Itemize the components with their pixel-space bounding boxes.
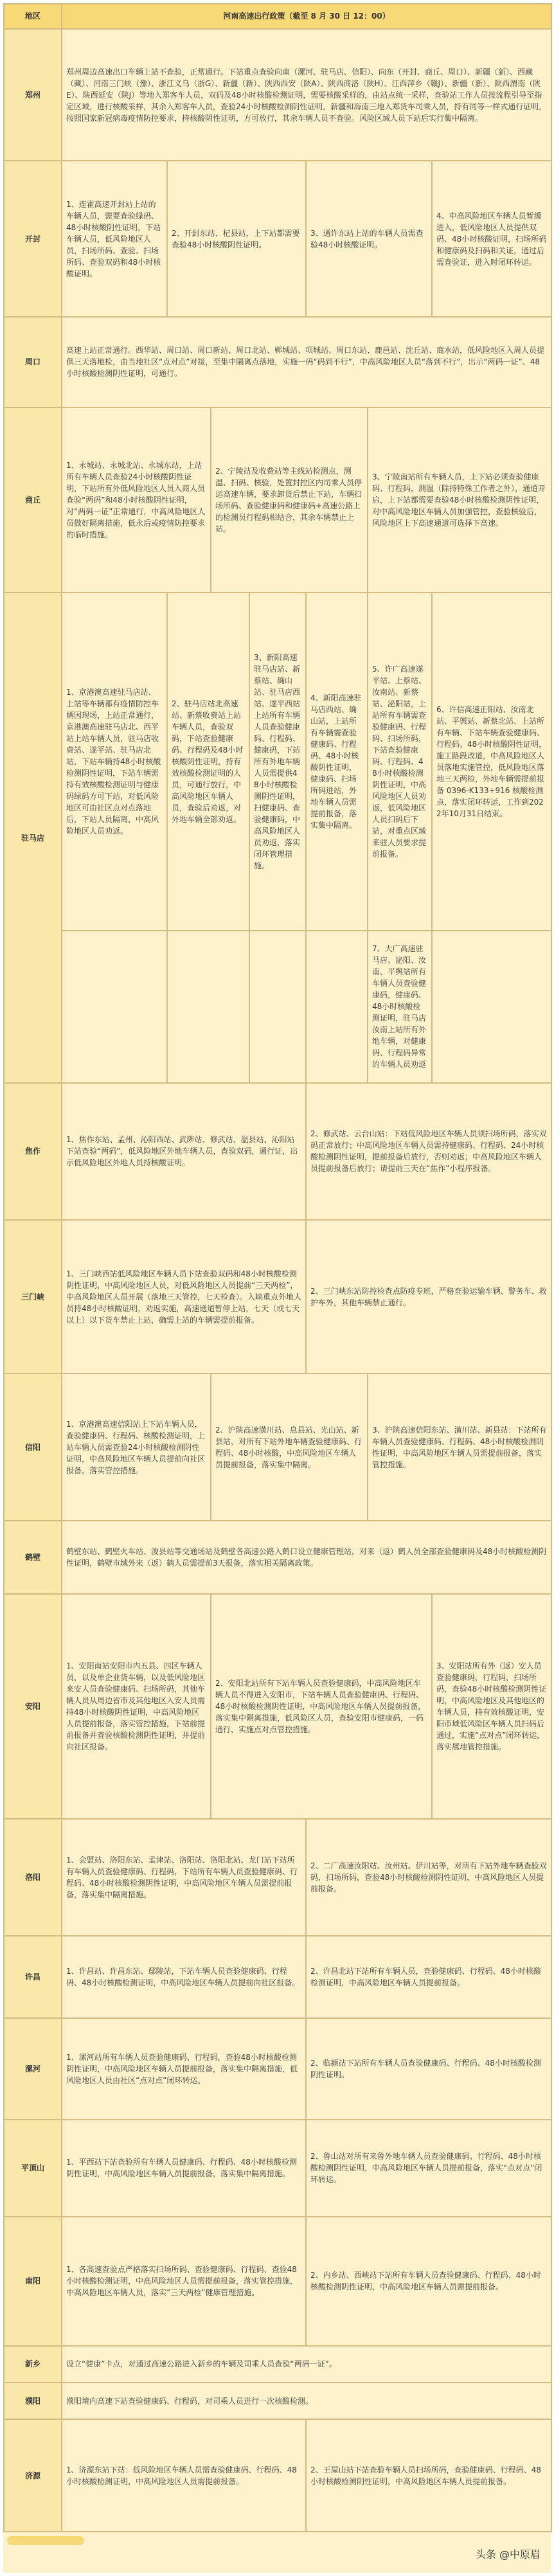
policy-kaifeng-3: 3、通许东站上站的车辆人员需查验48小时核酸证明。: [306, 161, 432, 316]
policy-anyang-2: 2、安阳北站所有下站车辆人员查验健康码，中高风险地区车辆人员不得进入安阳市，下站车辆人员查验健康码、行程码、48小时核酸检测阴性证明，中高风险地区车辆人员提前报备，落实集中隔离措施，低风险区人员，查验安阳市健康码，一码通行，实施点对点管控措施。: [211, 1594, 432, 1819]
region-luohe: 漯河: [4, 2018, 62, 2120]
policy-zhumadian-3: 3、新阳高速驻马店站、新蔡站、确山站、驻马店西站、遂平西站上站所有车辆人员查验健康码、行程码、健康码，下站所有外地车辆人员需提供48小时核酸检测阴性证明，扫健康码、查验健康码，中高风险地区人员劝返，落实闭环管理措施。: [249, 593, 306, 930]
policy-luohe-1: 1、漯河站所有车辆人员查验健康码、行程码，查验48小时核酸检测阴性证明，中高风险地区车辆人员提前报备，落实集中隔离措施，低风险地区人员由社区“点对点”闭环转运。: [62, 2018, 306, 2120]
policy-pingdingshan-2: 2、鲁山站对所有来鲁外地车辆人员查验健康码、行程码、48小时核酸检测阴性证明，中高风险地区车辆人员提前报备，落实“点对点”闭环转运。: [306, 2120, 551, 2217]
policy-zhumadian-2: 2、驻马店站北高速站、新蔡收费站上站车辆人员，查验双码，下站查验健康码、行程码及48小时核酸阴性证明，持有效核酸检测证明的人员，可通行放行，中高风险地区车辆人员，查验后劝返，对外地车辆全部劝返。: [167, 593, 249, 930]
policy-anyang-1: 1、安阳南站安阳市内五县、四区车辆人员，以及单企业货车辆，以及低风险地区来安人员查验健康码、扫场所码，其他车辆人员从周边省市及其他地区入安人员需持48小时核酸阴性证明，中高风险地区人员提前报备，落实管控措施，下站前提前报备并查验核酸检测阴性证明，并提前向社区报备。: [62, 1594, 211, 1819]
policy-xuchang-2: 2、许昌北站下站所有车辆人员，查验健康码、行程码、48小时核酸检测证明，中高风险地区车辆人员提前报备。: [306, 1936, 551, 2018]
policy-jiaozuo-1: 1、焦作东站、孟州、沁阳西站、武陟站、修武站、温县站、沁阳站下站查验“两码”，低风险地区外地车辆人员，查验双码，通行证，出示低风险地区外地人员持核酸证明。: [62, 1083, 306, 1219]
policy-shangqiu-2: 2、宁陵站及收费站等主线站检测点，测温、扫码、核验，处置封控区内司乘人员停运高速车辆，要求卸货后禁止下站，车辆扫场所码、查验健康码和健康码+高速公路上的检测员行程码相结合，其余车辆禁止上站。: [211, 407, 368, 593]
policy-sanmenxia-2: 2、三门峡东站防控检查点防疫专班，严格查验运输车辆、警务车、救护车外，其他车辆禁止通行。: [306, 1220, 551, 1374]
footer-accent: [7, 2536, 84, 2545]
policy-zhumadian-1: 1、京港澳高速驻马店站、上站等车辆都有疫情防控车辆因现场，上站正常通行，京港澳高速驻马店北、西平站上站车辆人员，驻马店收费站、遂平站、驻马店北站，下站车辆持48小时核酸检测阴性证明，下站车辆需持有效核酸检测证明与健康码绿码方可下站，对低风险地区可由社区点对点落地后，下站人员隔离，中高风险地区人员劝返。: [62, 593, 167, 930]
region-shangqiu: 商丘: [4, 407, 62, 593]
policy-zhumadian-7: 7、大广高速驻马店、泌阳、汝南、平舆站所有车辆人员查验健康码，健康码、48小时核酸检测证明，驻马店汝南上站所有外地车辆，对健康码、行程码异常的车辆人员劝返: [368, 931, 432, 1084]
region-anyang: 安阳: [4, 1594, 62, 1819]
policy-xinxiang: 设立“健康”卡点，对通过高速公路进入新乡的车辆及司乘人员查验“两码一证”。: [62, 2346, 551, 2383]
policy-kaifeng-2: 2、开封东站、杞县站，上下站都需要查验48小时核酸阴性证明。: [167, 161, 306, 316]
policy-zhengzhou: 郑州周边高速出口车辆上站不查验，正常通行。下站重点查验向南（漯河、驻马店、信阳）、向东（开封、商丘、周口）、新疆（新）、西藏（藏）、河南三门峡（豫）、浙江义乌（浙G）、新疆（新）、陕西西安（陕A）、陕西商洛（陕H）、江西萍乡（赣J）、新疆（新）、陕西渭南（陕E）、陕西延安（陕J）等地入郑客车人员，双码及48小时核酸检测证明，需要核酸采样的，由站点统一采样，查验站工作人员按流程引导至指定区域，进行核酸采样，其余入郑客车人员，查验24小时核酸检测阴性证明，新疆和海南三地入郑货车司乘人员，持有同等一样式通行证明，按照国家新冠病毒疫情防控要求，持核酸阴性证明，方可放行，其余车辆人员不查验。风险区域人员下站后实行集中隔离。: [62, 29, 551, 161]
watermark-credit: 头条 @中原眉: [475, 2548, 541, 2561]
policy-jiyuan-2: 2、王屋山站下站查验车辆人员扫场所码，查验健康码、行程码、48小时核酸检测阴性证明，中高风险地区车辆人员提前报备。: [306, 2419, 551, 2532]
policy-xuchang-1: 1、许昌站、许昌东站、鄢陵站，下站车辆人员查验健康码、行程码、48小时核酸检测证明，中高风险地区车辆人员提前向社区报备。: [62, 1936, 306, 2018]
policy-zhumadian-extra-1: [62, 931, 167, 1084]
policy-zhumadian-extra-6: [432, 931, 551, 1084]
region-jiyuan: 济源: [4, 2419, 62, 2532]
policy-luoyang-2: 2、二广高速汝阳站、汝州站、伊川站等，对所有下站外地车辆查验双码，扫场所码，查验48小时核酸检测阴性证明，中高风险地区人员提前报备。: [306, 1819, 551, 1936]
header-title: 河南高速出行政策（截至 8 月 30 日 12：00）: [62, 4, 551, 29]
policy-anyang-3: 3、安阳站所有外（返）安人员查验健康码，行程码，扫场所码，查验48小时核酸检测阴性证明，中高风险地区及其他地区的车辆人员，持有效核酸证明，安阳市域低风险区车辆人员扫码后通过，实施“点对点”闭环转运，落实属地管控措施。: [432, 1594, 551, 1819]
policy-shangqiu-3: 3、宁陵南站所有车辆人员，上下站必须查验健康码、行程码，测温（除持特殊工作者之外），通道开启，上下站都需要查验48小时核酸检测阴性证明，对中高风险地区车辆人员加强管控，查验核验后，风险地区上下高速通道可选择下高速。: [368, 407, 551, 593]
policy-hebi: 鹤壁东站、鹤壁火车站、浚县站等交通场站及鹤壁各高速公路入鹤口设立健康管理站，对来（返）鹤人员全部查验健康码及48小时核酸检测阴性证明，鹤壁市域外来（返）鹤人员需提前3天报备，落实相关隔离政策。: [62, 1521, 551, 1594]
policy-kaifeng-1: 1、连霍高速开封站上站的车辆人员，需要查验绿码、48小时核酸阴性证明，下站车辆人员，低风险地区人员，扫场所码、查验、扫场所码、查验双码和48小时核酸证明。: [62, 161, 167, 316]
policy-xinyang-1: 1、京港澳高速信阳站上下站车辆人员，查验健康码、行程码、核酸检测证明，上站车辆人员需查验24小时核酸检测阴性证明，中高风险地区车辆人员提前向社区报备，落实管控措施。: [62, 1373, 211, 1520]
region-zhengzhou: 郑州: [4, 29, 62, 161]
policy-pingdingshan-1: 1、平西站下站查验所有车辆人员健康码、行程码、48小时核酸检测阴性证明，中高风险地区车辆人员提前报备，落实集中隔离措施。: [62, 2120, 306, 2217]
policy-xinyang-2: 2、沪陕高速潢川站、息县站、光山站、新县站，对所有下站外地车辆查验健康码、行程码、48小时核酸，中高风险地区车辆人员提前报备，落实集中隔离。: [211, 1373, 368, 1520]
policy-zhoukou: 高速上站正常通行。西华站、周口站、周口新站、周口北站、郸城站、项城站、周口东站、鹿邑站、沈丘站、商水站，低风险地区入周人员提供三天落地检，由当地社区“点对点”对接，至集中隔离点落地，实施一码“码到不行”，中高风险地区人员“落到不行”，出示“两码一证”、48小时核酸检测阴性证明，可通行。: [62, 317, 551, 408]
policy-zhumadian-extra-4: [306, 931, 368, 1084]
region-luoyang: 洛阳: [4, 1819, 62, 1936]
policy-nanyang-1: 1、各高速查验点严格落实扫场所码、查验健康码、行程码，查验48小时核酸检测证明，中高风险地区人员需提前报备，落实管控措施，中高风险地区车辆人员，落实“三天两检”健康管理措施。: [62, 2217, 306, 2346]
policy-nanyang-2: 2、内乡站、西峡站下站所有车辆人员查验健康码、行程码、48小时核酸检测阴性证明，中高风险地区车辆人员需提前报备。: [306, 2217, 551, 2346]
policy-luohe-2: 2、临颍站下站所有车辆人员查验健康码、行程码、48小时核酸检测阴性证明。: [306, 2018, 551, 2120]
region-hebi: 鹤壁: [4, 1521, 62, 1594]
region-sanmenxia: 三门峡: [4, 1220, 62, 1374]
policy-sheet: [3, 3, 551, 2573]
policy-zhumadian-extra-3: [249, 931, 306, 1084]
header-region: 地区: [4, 4, 62, 29]
footer-bar: [3, 2532, 551, 2573]
policy-jiyuan-1: 1、济源东站下站：低风险地区车辆人员需查验健康码、行程码、48小时核酸检测证明，中高风险地区人员需提前报备。: [62, 2419, 306, 2532]
region-zhoukou: 周口: [4, 317, 62, 408]
policy-puyang: 濮阳境内高速下站查验健康码、行程码，对司乘人员进行一次核酸检测。: [62, 2383, 551, 2419]
policy-zhumadian-extra-2: [167, 931, 249, 1084]
policy-zhumadian-6: 6、许信高速正阳站、汝南北站、平舆站、新蔡北站、上站所有车辆、下站车辆查验健康码、行程码、48小时核酸阴性证明，施工路段改道，中高风险地区人员落地实施管控，低风险地区落地三天两检，外地车辆需提前报备 0396-K133+916 核酸检测点，落实闭环转运，工作到2022年10月31日结束。: [432, 593, 551, 930]
policy-jiaozuo-2: 2、修武站、云台山站：下站低风险地区车辆人员须扫场所码，落实双码正常放行；中高风险地区车辆人员需持健康码、行程码、24小时核酸检测阴性证明，提前报备后放行，否则劝返；中高风险地区车辆人员提前报备后放行；请提前三天在“焦作”小程序报备。: [306, 1083, 551, 1219]
region-puyang: 濮阳: [4, 2383, 62, 2419]
policy-zhumadian-5: 5、许广高速遂平站、上蔡站、汝南站、新蔡站、泌阳站，上站所有车辆需查验健康码、行程码、扫场所码，下站查验健康码、行程码、48小时核酸检测阴性证明，中高风险地区人员劝返，低风险地区人员扫码后下站，对重点区域来驻人员要求提前报备。: [368, 593, 432, 930]
region-xinyang: 信阳: [4, 1373, 62, 1520]
policy-zhumadian-4: 4、新阳高速驻马店西站、确山站，上站所有车辆需查验健康码、行程码、48小时核酸阴性证明，健康码、扫场所码进站，外地车辆人员需提前报备，落实集中隔离。: [306, 593, 368, 930]
region-zhumadian: 驻马店: [4, 593, 62, 1083]
region-jiaozuo: 焦作: [4, 1083, 62, 1219]
policy-table: [3, 3, 552, 2532]
region-xinxiang: 新乡: [4, 2346, 62, 2383]
policy-luoyang-1: 1、会盟站、洛阳东站、孟津站、洛阳站、洛阳北站、龙门站下站所有车辆人员查验健康码、行程码，下站所有车辆人员查验健康码、行程码、48小时核酸检测阴性证明，中高风险地区车辆人员需提前报备，落实集中隔离措施。: [62, 1819, 306, 1936]
region-pingdingshan: 平顶山: [4, 2120, 62, 2217]
region-nanyang: 南阳: [4, 2217, 62, 2346]
policy-kaifeng-4: 4、中高风险地区车辆人员暂缓进入，低风险地区人员提供双码、48小时核酸证明，扫场所码和健康码及扫码和关证，通过后需查验证，进入时闭环转运。: [432, 161, 551, 316]
region-kaifeng: 开封: [4, 161, 62, 316]
region-xuchang: 许昌: [4, 1936, 62, 2018]
policy-shangqiu-1: 1、永城站、永城北站、永城东站，上站所有车辆人员查验24小时核酸阴性证明，下站所有外低风险地区人员入商人员查验“两码”和48小时核酸阴性证明，对“两码一证”正常通行，中高风险地区人员做好隔离措施，低永后或疫情防控要求的临时措施。: [62, 407, 211, 593]
policy-xinyang-3: 3、沪陕高速信阳东站、潢川站、新县站：下站所有车辆人员查验健康码、行程码、48小时核酸检测阴性证明，中高风险地区车辆人员需提前报备，落实管控措施。: [368, 1373, 551, 1520]
policy-sanmenxia-1: 1、三门峡西站低风险地区车辆人员下站查验双码和48小时核酸检测阴性证明，中高风险地区人员，对低风险地区人员提前“三天两检”，中高风险地区人员开展（落地三天管控，七天检查）。入峡重点外地人员持48小时核酸证明，劝返实施，高速通道暂停上站，七天（或七天以上）以下货车禁止上站，确需上站的车辆需提前报备。: [62, 1220, 306, 1374]
